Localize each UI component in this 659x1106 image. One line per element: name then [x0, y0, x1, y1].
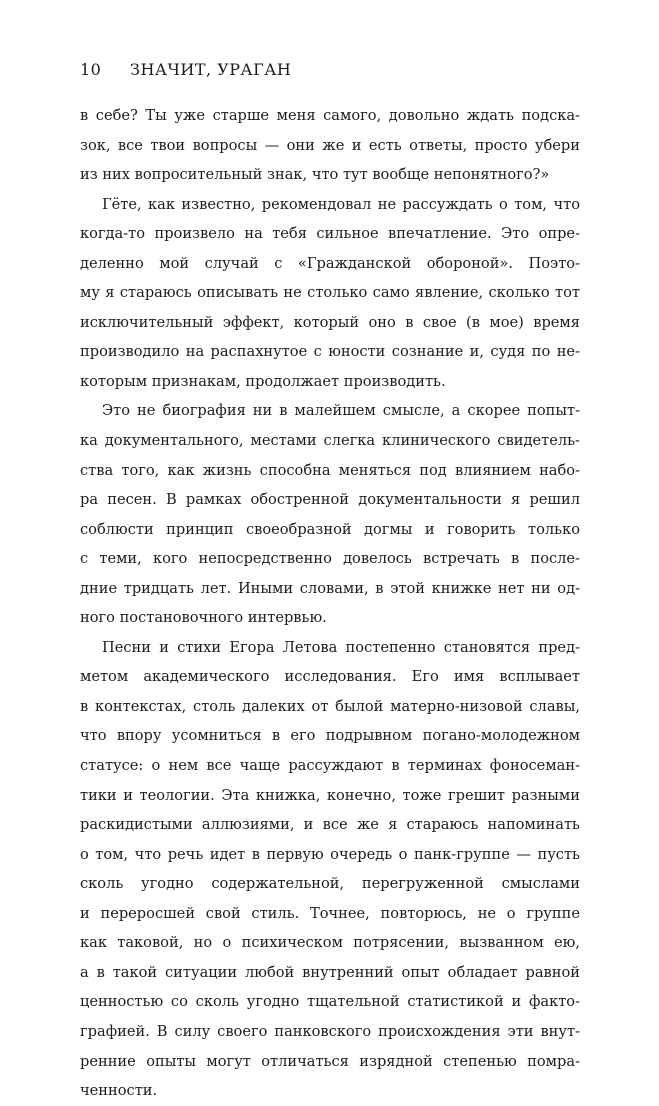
- text-line: ра песен. В рамках обостренной документальности я решил: [80, 491, 580, 509]
- paragraph: [80, 190, 580, 397]
- text-line: производило на распахнутое с юности сознание и, судя по не-: [80, 343, 580, 361]
- text-line: ного постановочного интервью.: [80, 609, 327, 627]
- text-line: деленно мой случай с «Гражданской обороной». Поэто-: [80, 254, 580, 272]
- text-line: му я стараюсь описывать не столько само явление, сколько тот: [80, 284, 580, 302]
- text-line: зок, все твои вопросы — они же и есть ответы, просто убери: [80, 136, 580, 154]
- text-line: ценностью со сколь угодно тщательной статистикой и факто-: [80, 993, 580, 1011]
- page-number: 10: [80, 60, 102, 79]
- text-line: с теми, кого непосредственно довелось встречать в после-: [80, 550, 580, 568]
- text-line: а в такой ситуации любой внутренний опыт обладает равной: [80, 963, 580, 981]
- text-line: Песни и стихи Егора Летова постепенно становятся пред-: [102, 638, 580, 656]
- text-line: ка документального, местами слегка клинического свидетель-: [80, 432, 580, 450]
- paragraph: [80, 633, 580, 1106]
- text-line: статусе: о нем все чаще рассуждают в терминах фоносеман-: [80, 757, 580, 775]
- text-line: исключительный эффект, который оно в свое (в мое) время: [80, 313, 580, 331]
- text-line: ренние опыты могут отличаться изрядной степенью помра-: [80, 1052, 580, 1070]
- text-line: Это не биография ни в малейшем смысле, а скорее попыт-: [102, 402, 580, 420]
- text-line: из них вопросительный знак, что тут вообще непонятного?»: [80, 166, 550, 184]
- text-line: в себе? Ты уже старше меня самого, довольно ждать подска-: [80, 107, 580, 124]
- text-line: соблюсти принцип своеобразной догмы и говорить только: [80, 520, 580, 538]
- paragraph: [80, 396, 580, 632]
- text-line: Гёте, как известно, рекомендовал не рассуждать о том, что: [102, 195, 580, 213]
- text-line: ченности.: [80, 1082, 158, 1100]
- text-line: тики и теологии. Эта книжка, конечно, тоже грешит разными: [80, 786, 580, 804]
- text-line: сколь угодно содержательной, перегруженной смыслами: [80, 875, 580, 893]
- text-line: и переросшей свой стиль. Точнее, повторюсь, не о группе: [80, 904, 580, 922]
- text-line: графией. В силу своего панковского происхождения эти внут-: [80, 1022, 580, 1040]
- paragraph: [80, 101, 580, 190]
- running-head: [80, 58, 291, 82]
- text-line: метом академического исследования. Его имя всплывает: [80, 668, 580, 686]
- text-line: в контекстах, столь далеких от былой матерно-низовой славы,: [80, 697, 580, 715]
- text-line: когда-то произвело на тебя сильное впечатление. Это опре-: [80, 225, 580, 243]
- text-line: что впору усомниться в его подрывном погано-молодежном: [80, 727, 580, 745]
- text-line: которым признакам, продолжает производить.: [80, 372, 446, 390]
- body-text: [80, 101, 580, 1106]
- running-title: ЗНАЧИТ, УРАГАН: [130, 60, 292, 79]
- text-line: ства того, как жизнь способна меняться под влиянием набо-: [80, 461, 580, 479]
- text-line: о том, что речь идет в первую очередь о панк-группе — пусть: [80, 845, 580, 863]
- text-line: раскидистыми аллюзиями, и все же я стараюсь напоминать: [80, 816, 580, 834]
- text-line: дние тридцать лет. Иными словами, в этой книжке нет ни од-: [80, 579, 580, 597]
- text-line: как таковой, но о психическом потрясении, вызванном ею,: [80, 934, 580, 952]
